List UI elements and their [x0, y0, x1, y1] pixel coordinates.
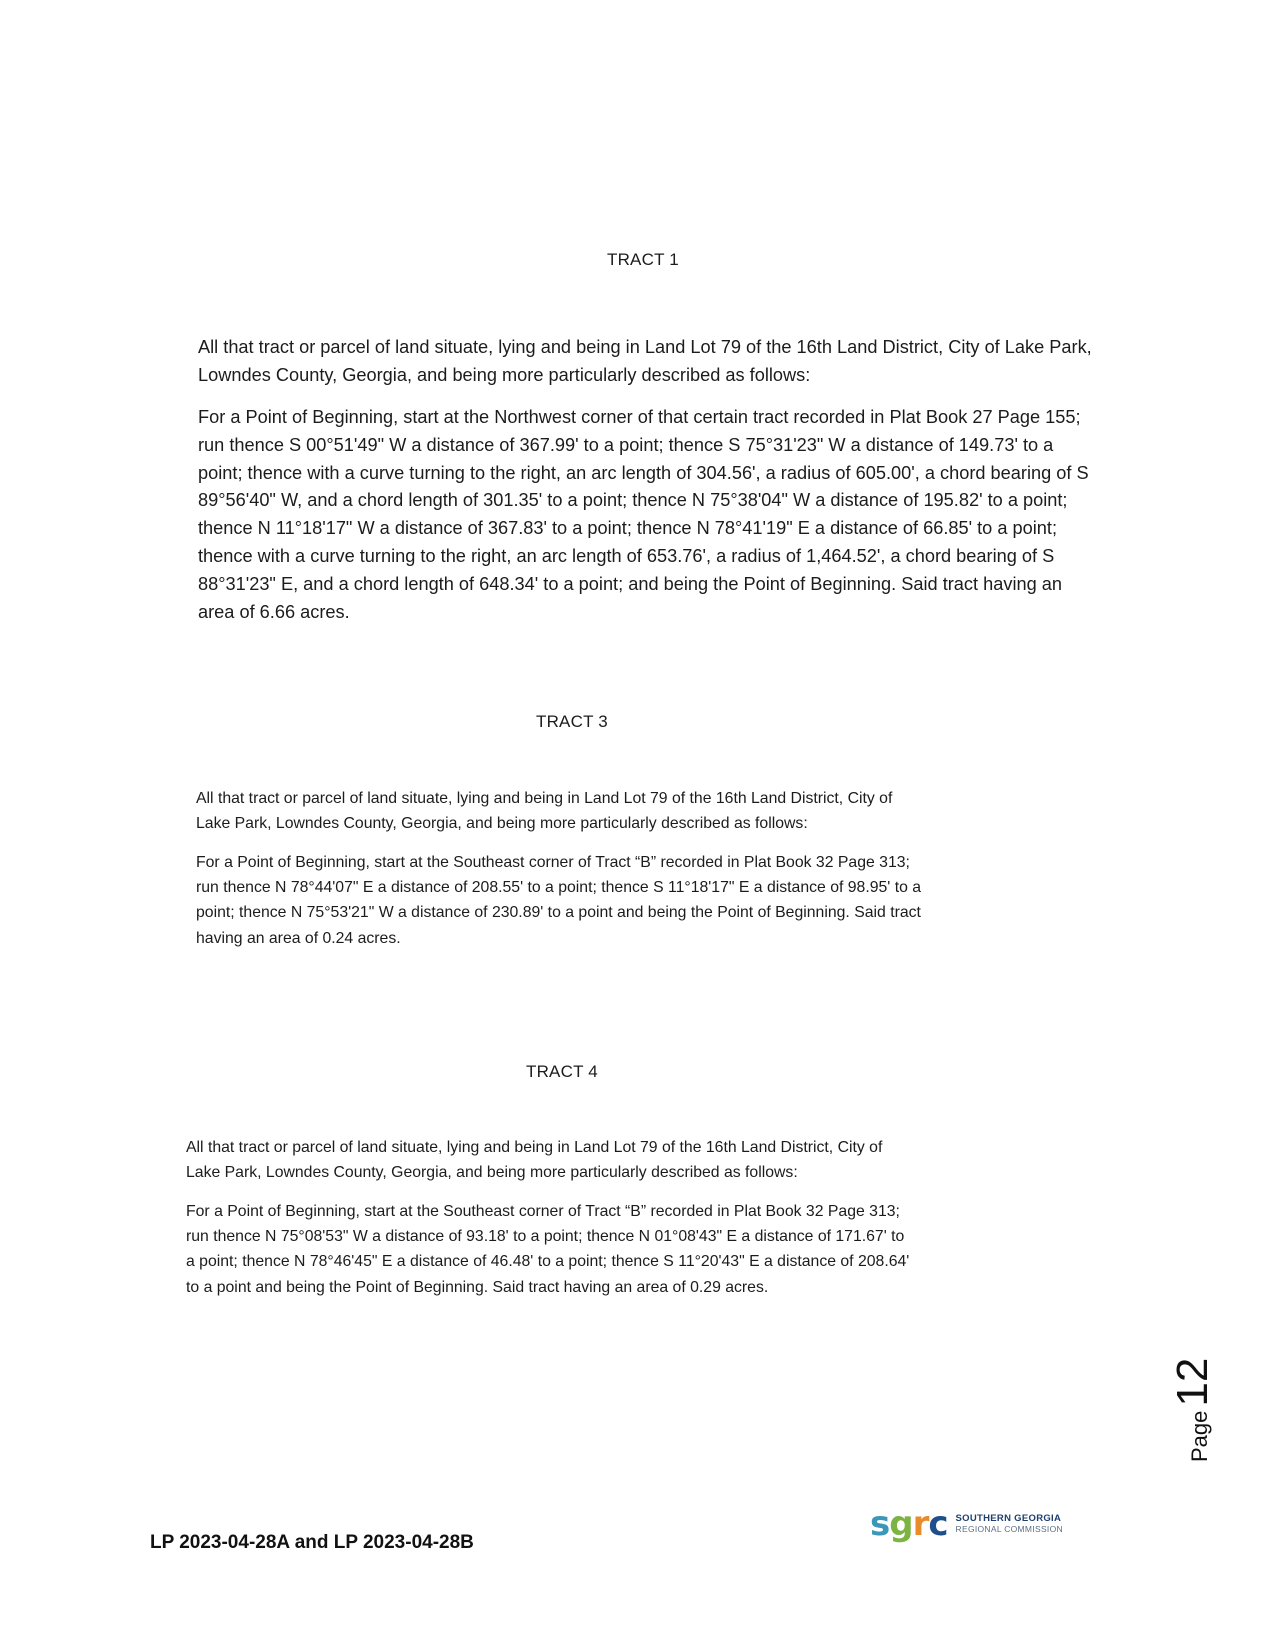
sgrc-logo-mark: s g r c: [870, 1504, 948, 1544]
tract-1-intro: All that tract or parcel of land situate, lying and being in Land Lot 79 of the 16th Land District, City of Lake Park, Lowndes County, Georgia, and being more particularly described as follows:: [198, 337, 1092, 385]
logo-line-2: REGIONAL COMMISSION: [955, 1524, 1063, 1534]
tract-3-description: For a Point of Beginning, start at the Southeast corner of Tract “B” recorded in Plat Book 32 Page 313; run thence N 78°44'07" E a distance of 208.55' to a point; thence S 11°18'17" E a distance of 98.95' to a point; thence N 75°53'21" W a distance of 230.89' to a point and being the Point of Beginning. Said tract having an area of 0.24 acres.: [196, 854, 922, 947]
tract-3-intro: All that tract or parcel of land situate, lying and being in Land Lot 79 of the 16th Land District, City of Lake Park, Lowndes County, Georgia, and being more particularly described as follows:: [196, 790, 893, 833]
page-number: [1168, 1358, 1218, 1462]
tract-4-intro: All that tract or parcel of land situate, lying and being in Land Lot 79 of the 16th Land District, City of Lake Park, Lowndes County, Georgia, and being more particularly described as follows:: [186, 1139, 883, 1182]
logo-line-1: SOUTHERN GEORGIA: [955, 1513, 1062, 1524]
sgrc-logo-text: [956, 1513, 1063, 1535]
tract-4-description: For a Point of Beginning, start at the Southeast corner of Tract “B” recorded in Plat Book 32 Page 313; run thence N 75°08'53" W a distance of 93.18' to a point; thence N 01°08'43" E a distance of 171.67' to a point; thence N 78°46'45" E a distance of 46.48' to a point; thence S 11°20'43" E a distance of 208.64' to a point and being the Point of Beginning. Said tract having an area of 0.29 acres.: [186, 1203, 910, 1296]
tract-1-description: For a Point of Beginning, start at the Northwest corner of that certain tract recorded in Plat Book 27 Page 155; run thence S 00°51'49" W a distance of 367.99' to a point; thence S 75°31'23" W a distance of 149.73' to a point; thence with a curve turning to the right, an arc length of 304.56', a radius of 605.00', a chord bearing of S 89°56'40" W, and a chord length of 301.35' to a point; thence N 75°38'04" W a distance of 195.82' to a point; thence N 11°18'17" W a distance of 367.83' to a point; thence N 78°41'19" E a distance of 66.85' to a point; thence with a curve turning to the right, an arc length of 653.76', a radius of 1,464.52', a chord bearing of S 88°31'23" E, and a chord length of 648.34' to a point; and being the Point of Beginning. Said tract having an area of 6.66 acres.: [198, 407, 1089, 622]
tract-1-title: TRACT 1: [607, 250, 679, 269]
tract-3-title: TRACT 3: [536, 712, 608, 731]
page-num: 12: [1168, 1357, 1217, 1407]
page-word: Page: [1187, 1410, 1212, 1462]
tract-4-title: TRACT 4: [526, 1062, 598, 1081]
footer-case-id: LP 2023-04-28A and LP 2023-04-28B: [150, 1532, 474, 1553]
sgrc-logo: [870, 1504, 1063, 1544]
